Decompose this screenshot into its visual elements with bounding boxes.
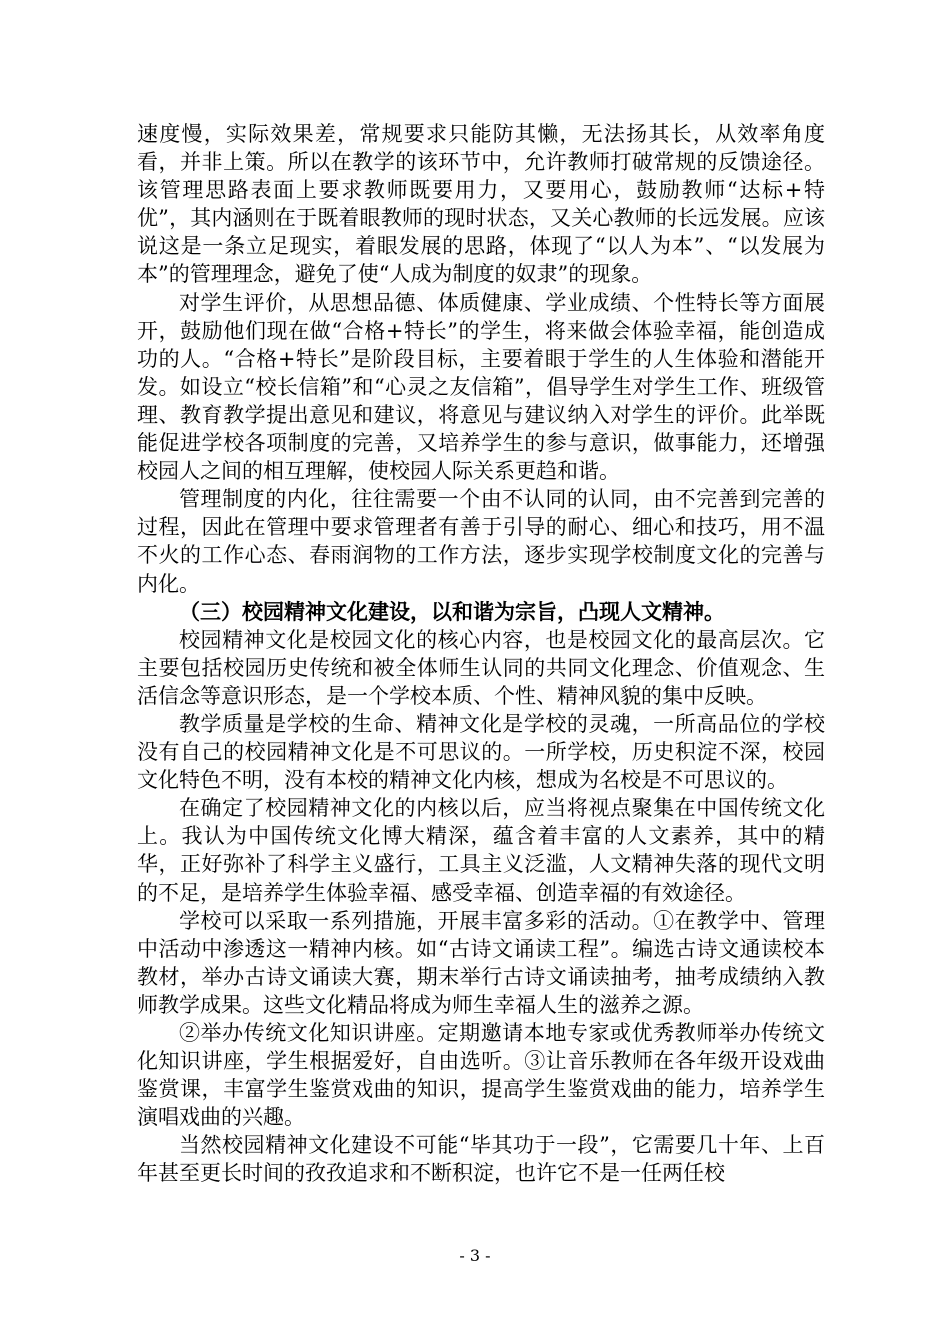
paragraph-7: 在确定了校园精神文化的内核以后，应当将视点聚集在中国传统文化上。我认为中国传统文化博大精深，蕴含着丰富的人文素养，其中的精华，正好弥补了科学主义盛行，工具主义泛滥，人文精神失落的现代文明的不足，是培养学生体验幸福、感受幸福、创造幸福的有效途径。 xyxy=(137,796,825,905)
paragraph-9: ②举办传统文化知识讲座。定期邀请本地专家或优秀教师举办传统文化知识讲座，学生根据爱好，自由选听。③让音乐教师在各年级开设戏曲鉴赏课，丰富学生鉴赏戏曲的知识，提高学生鉴赏戏曲的能力，培养学生演唱戏曲的兴趣。 xyxy=(137,1021,825,1130)
paragraph-5: 校园精神文化是校园文化的核心内容，也是校园文化的最高层次。它主要包括校园历史传统和被全体师生认同的共同文化理念、价值观念、生活信念等意识形态，是一个学校本质、个性、精神风貌的集中反映。 xyxy=(137,627,825,708)
paragraph-10: 当然校园精神文化建设不可能“毕其功于一段”，它需要几十年、上百年甚至更长时间的孜孜追求和不断积淀，也许它不是一任两任校 xyxy=(137,1133,825,1186)
paragraph-6: 教学质量是学校的生命、精神文化是学校的灵魂，一所高品位的学校没有自己的校园精神文化是不可思议的。一所学校，历史积淀不深，校园文化特色不明，没有本校的精神文化内核，想成为名校是不可思议的。 xyxy=(137,711,825,793)
section-heading: （三）校园精神文化建设，以和谐为宗旨，凸现人文精神。 xyxy=(179,598,725,624)
paragraph-2: 对学生评价，从思想品德、体质健康、学业成绩、个性特长等方面展开，鼓励他们现在做“合格+特长”的学生，将来做会体验幸福，能创造成功的人。“合格+特长”是阶段目标，主要着眼于学生的人生体验和潜能开发。如设立“校长信箱”和“心灵之友信箱”，倡导学生对学生工作、班级管理、教育教学提出意见和建议，将意见与建议纳入对学生的评价。此举既能促进学校各项制度的完善，又培养学生的参与意识，做事能力，还增强校园人之间的相互理解，使校园人际关系更趋和谐。 xyxy=(137,290,825,484)
paragraph-3: 管理制度的内化，往往需要一个由不认同的认同，由不完善到完善的过程，因此在管理中要求管理者有善于引导的耐心、细心和技巧，用不温不火的工作心态、春雨润物的工作方法，逐步实现学校制度文化的完善与内化。 xyxy=(137,487,825,596)
paragraph-8: 学校可以采取一系列措施，开展丰富多彩的活动。①在教学中、管理中活动中渗透这一精神内核。如“古诗文诵读工程”。编选古诗文通读校本教材，举办古诗文诵读大赛，期末举行古诗文诵读抽考，抽考成绩纳入教师教学成果。这些文化精品将成为师生幸福人生的滋养之源。 xyxy=(137,908,825,1017)
page-number: - 3 - xyxy=(459,1246,491,1265)
document-body xyxy=(137,120,825,1188)
paragraph-1: 速度慢，实际效果差，常规要求只能防其懒，无法扬其长，从效率角度看，并非上策。所以在教学的该环节中，允许教师打破常规的反馈途径。该管理思路表面上要求教师既要用力，又要用心，鼓励教师“达标+特优”，其内涵则在于既着眼教师的现时状态，又关心教师的长远发展。应该说这是一条立足现实，着眼发展的思路，体现了“以人为本”、“以发展为本”的管理理念，避免了使“人成为制度的奴隶”的现象。 xyxy=(137,122,825,287)
